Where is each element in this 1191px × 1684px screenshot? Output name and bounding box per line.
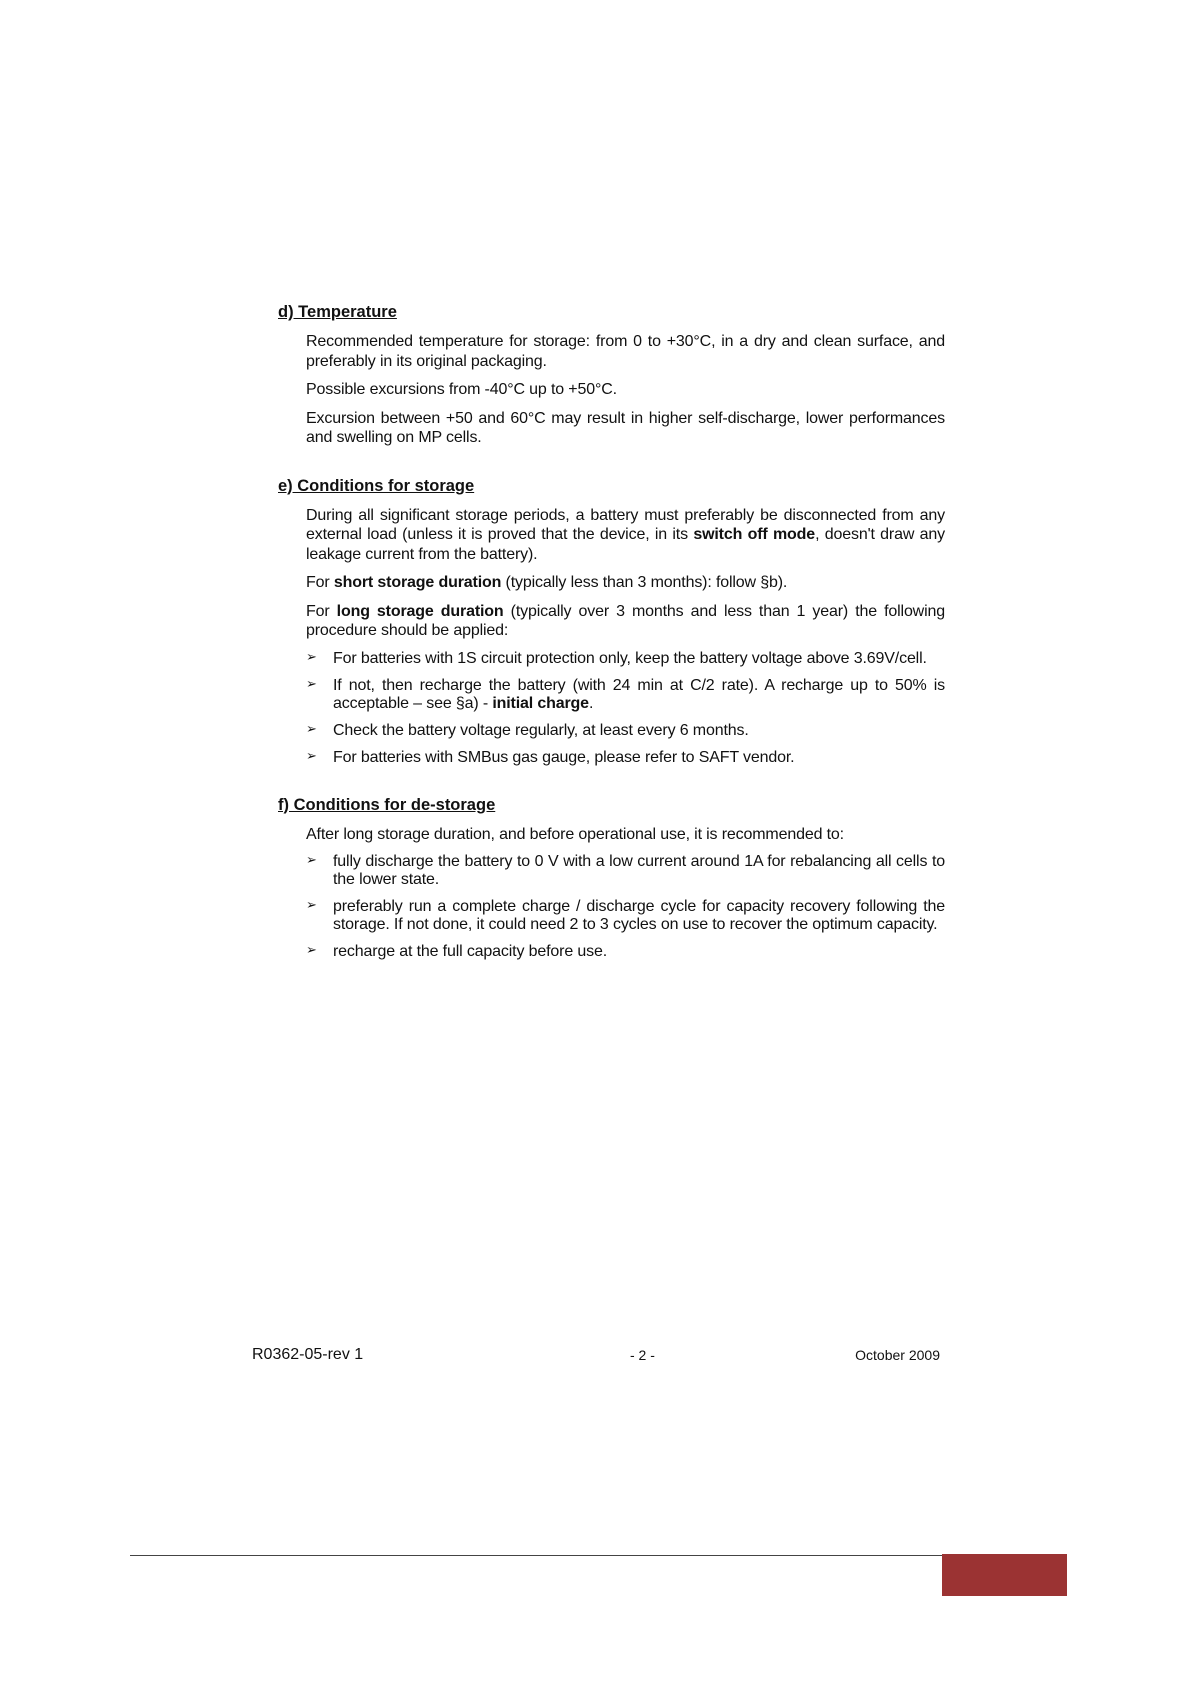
section-conditions-for-de-storage: [278, 795, 945, 962]
page-footer: [252, 1345, 940, 1367]
arrow-bullet-icon: ➢: [306, 943, 317, 958]
list-item: ➢ If not, then recharge the battery (with 24 min at C/2 rate). A recharge up to 50% is acceptable – see §a) - initial charge.: [306, 676, 945, 712]
list-item: ➢ fully discharge the battery to 0 V with a low current around 1A for rebalancing all cells to the lower state.: [306, 853, 945, 888]
document-body: [278, 302, 945, 989]
arrow-bullet-icon: ➢: [306, 676, 317, 692]
paragraph: For long storage duration (typically over 3 months and less than 1 year) the following procedure should be applied:: [306, 602, 945, 639]
arrow-bullet-icon: ➢: [306, 721, 317, 737]
bottom-rule: [130, 1555, 942, 1556]
list-item: ➢ For batteries with SMBus gas gauge, please refer to SAFT vendor.: [306, 748, 795, 766]
list-item: ➢ preferably run a complete charge / discharge cycle for capacity recovery following the storage. If not done, it could need 2 to 3 cycles on use to recover the optimum capacity.: [306, 898, 945, 933]
section-conditions-for-storage: [278, 476, 945, 767]
arrow-bullet-icon: ➢: [306, 649, 317, 665]
paragraph: Possible excursions from -40°C up to +50°C.: [306, 381, 617, 398]
arrow-bullet-icon: ➢: [306, 748, 317, 764]
doc-reference: R0362-05-rev 1: [252, 1346, 364, 1363]
section-heading-de-storage: f) Conditions for de-storage: [278, 795, 496, 814]
paragraph: Excursion between +50 and 60°C may result in higher self-discharge, lower performances and swelling on MP cells.: [306, 409, 945, 446]
doc-date: October 2009: [855, 1347, 940, 1363]
paragraph: Recommended temperature for storage: from 0 to +30°C, in a dry and clean surface, and preferably in its original packaging.: [306, 333, 945, 370]
arrow-bullet-icon: ➢: [306, 898, 317, 913]
arrow-bullet-icon: ➢: [306, 853, 317, 868]
paragraph: During all significant storage periods, a battery must preferably be disconnected from any external load (unless it is proved that the device, in its switch off mode, doesn't draw any leakage current from the battery).: [306, 506, 945, 563]
de-storage-list: [278, 853, 945, 961]
accent-block: [942, 1554, 1067, 1596]
storage-procedure-list: [278, 650, 945, 767]
section-heading-temperature: d) Temperature: [278, 303, 397, 321]
section-temperature: [278, 302, 945, 448]
page-number: - 2 -: [630, 1347, 655, 1363]
list-item: ➢ For batteries with 1S circuit protection only, keep the battery voltage above 3.69V/cell.: [306, 649, 927, 667]
section-heading-storage: e) Conditions for storage: [278, 476, 475, 495]
list-item: ➢ Check the battery voltage regularly, at least every 6 months.: [306, 721, 749, 739]
paragraph: For short storage duration (typically less than 3 months): follow §b).: [306, 574, 788, 591]
list-item: ➢ recharge at the full capacity before use.: [306, 943, 608, 960]
paragraph: After long storage duration, and before operational use, it is recommended to:: [306, 825, 844, 843]
